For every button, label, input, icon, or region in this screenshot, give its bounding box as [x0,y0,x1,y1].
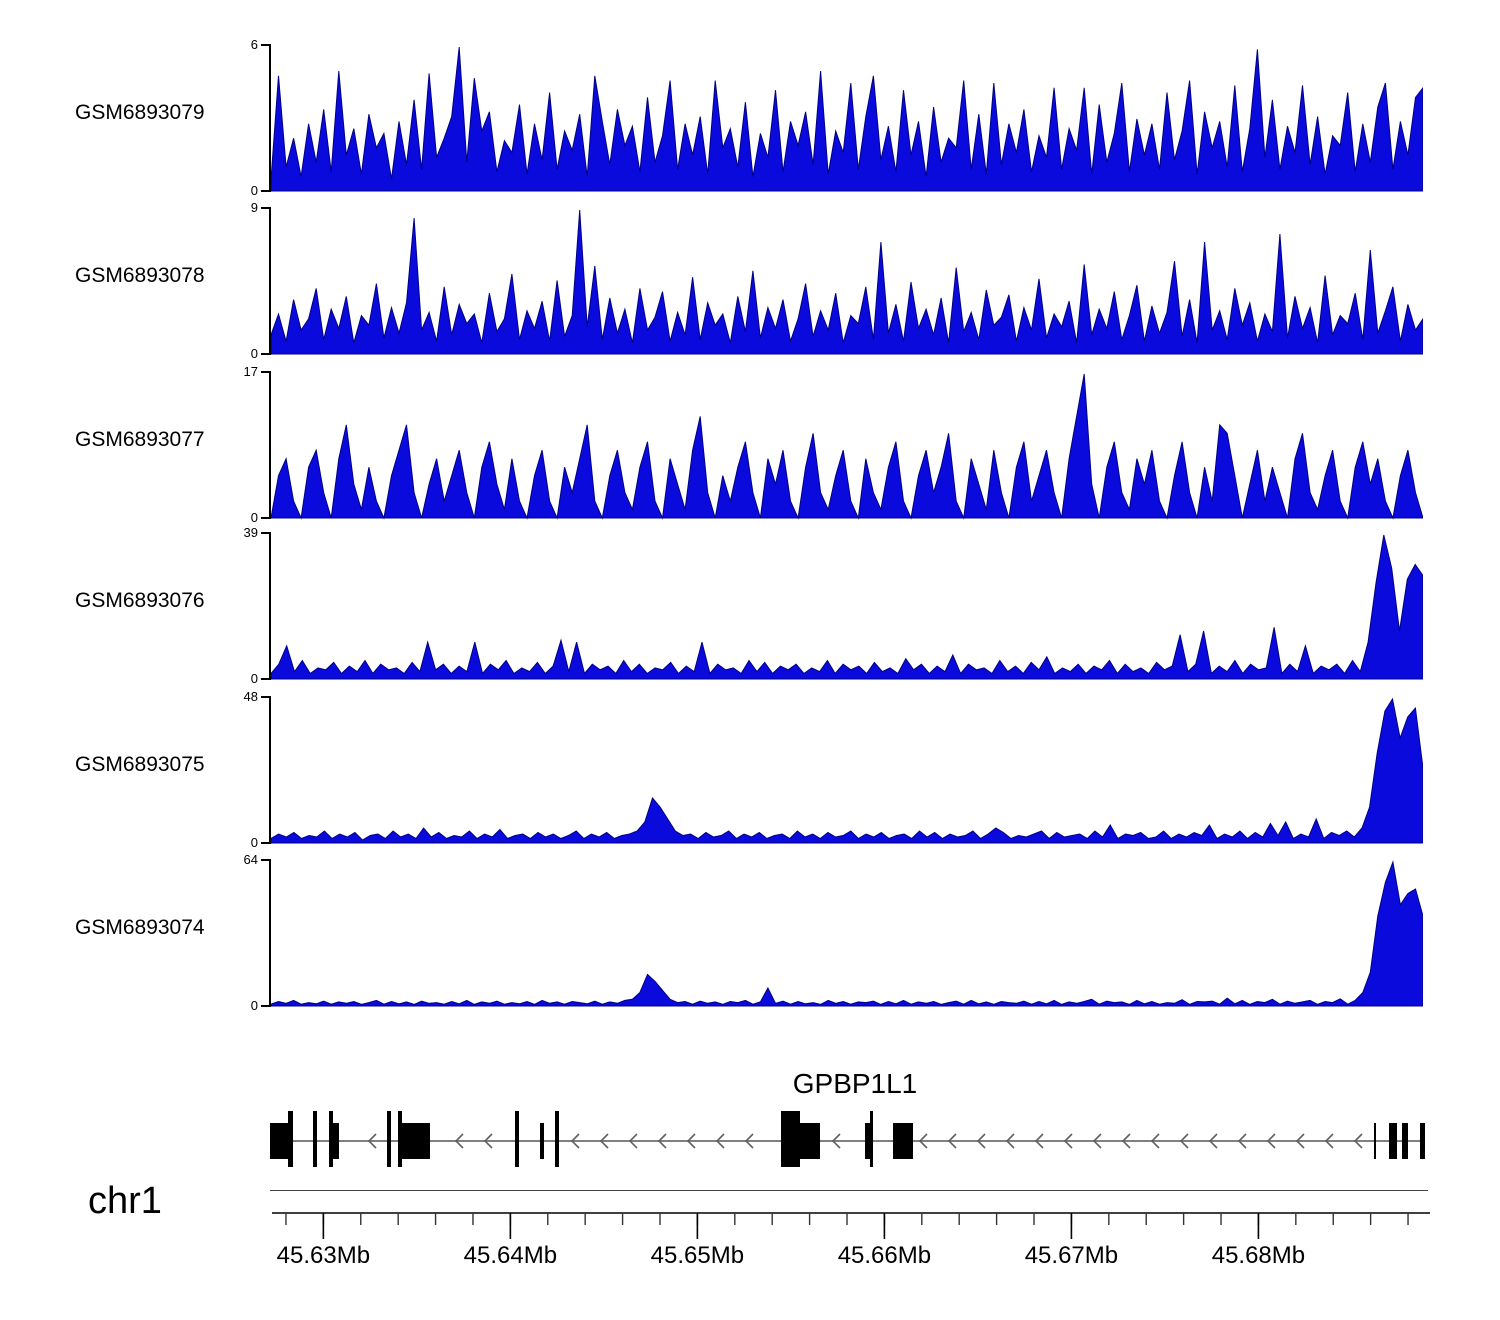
coverage-area-plot [271,860,1423,1008]
coverage-polygon [271,862,1423,1006]
coverage-area-plot [271,45,1423,193]
y-axis-max-label: 48 [243,689,258,704]
coverage-area-plot [271,533,1423,681]
y-axis-tick [261,517,270,519]
axis-tick-label: 45.64Mb [463,1242,558,1269]
exon-box [333,1123,339,1159]
axis-tick-label: 45.67Mb [1024,1242,1119,1269]
y-axis-tick [261,353,270,355]
coverage-polygon [271,47,1423,191]
axis-tick-label: 45.66Mb [837,1242,932,1269]
y-axis-tick [261,1005,270,1007]
coverage-area-plot [271,372,1423,520]
exon-box [288,1111,293,1167]
coverage-polygon [271,699,1423,843]
y-axis-min-label: 0 [250,998,258,1013]
signal-track-gsm6893079 [0,37,1500,198]
signal-track-gsm6893077 [0,364,1500,525]
gene-name-label: GPBP1L1 [792,1068,918,1099]
exon-box [555,1111,559,1167]
track-label: GSM6893079 [75,101,205,124]
y-axis-tick [261,207,270,209]
exon-box [793,1111,800,1167]
exon-box [893,1123,913,1159]
separator-line [270,1190,1428,1191]
y-axis-tick [261,678,270,680]
y-axis-max-label: 17 [243,364,258,379]
exon-box [540,1123,544,1159]
y-axis-min-label: 0 [250,346,258,361]
coverage-area-plot [271,697,1423,845]
signal-track-gsm6893074 [0,852,1500,1013]
exon-box [870,1111,873,1167]
axis-tick-label: 45.63Mb [276,1242,371,1269]
y-axis-tick [261,859,270,861]
coverage-area-plot [271,208,1423,356]
exon-box [781,1111,793,1167]
coverage-polygon [271,535,1423,679]
track-label: GSM6893077 [75,428,205,451]
y-axis-min-label: 0 [250,835,258,850]
exon-box [329,1111,333,1167]
track-label: GSM6893078 [75,264,205,287]
axis-tick-label: 45.65Mb [650,1242,745,1269]
gene-model-track [270,1107,1430,1171]
signal-track-gsm6893076 [0,525,1500,686]
axis-tick-label: 45.68Mb [1211,1242,1306,1269]
y-axis-tick [261,842,270,844]
exon-box [1389,1123,1397,1159]
y-axis-tick [261,190,270,192]
coverage-polygon [271,374,1423,518]
y-axis-max-label: 9 [250,200,258,215]
exon-box [313,1111,317,1167]
chromosome-label: chr1 [88,1180,162,1222]
exon-box [402,1123,430,1159]
track-label: GSM6893074 [75,916,205,939]
signal-track-gsm6893075 [0,689,1500,850]
exon-box [270,1123,289,1159]
y-axis-tick [261,696,270,698]
y-axis-tick [261,371,270,373]
exon-box [1402,1123,1408,1159]
track-label: GSM6893075 [75,753,205,776]
signal-track-gsm6893078 [0,200,1500,361]
genome-coordinate-ruler [265,1205,1465,1275]
y-axis-max-label: 39 [243,525,258,540]
track-label: GSM6893076 [75,589,205,612]
coverage-polygon [271,210,1423,354]
y-axis-tick [261,532,270,534]
exon-box [387,1111,391,1167]
y-axis-tick [261,44,270,46]
exon-box [1420,1123,1425,1159]
y-axis-min-label: 0 [250,671,258,686]
y-axis-min-label: 0 [250,510,258,525]
exon-box [1374,1123,1376,1159]
y-axis-max-label: 6 [250,37,258,52]
exon-box [398,1111,402,1167]
exon-box [800,1123,820,1159]
y-axis-min-label: 0 [250,183,258,198]
y-axis-max-label: 64 [243,852,258,867]
exon-box [515,1111,519,1167]
